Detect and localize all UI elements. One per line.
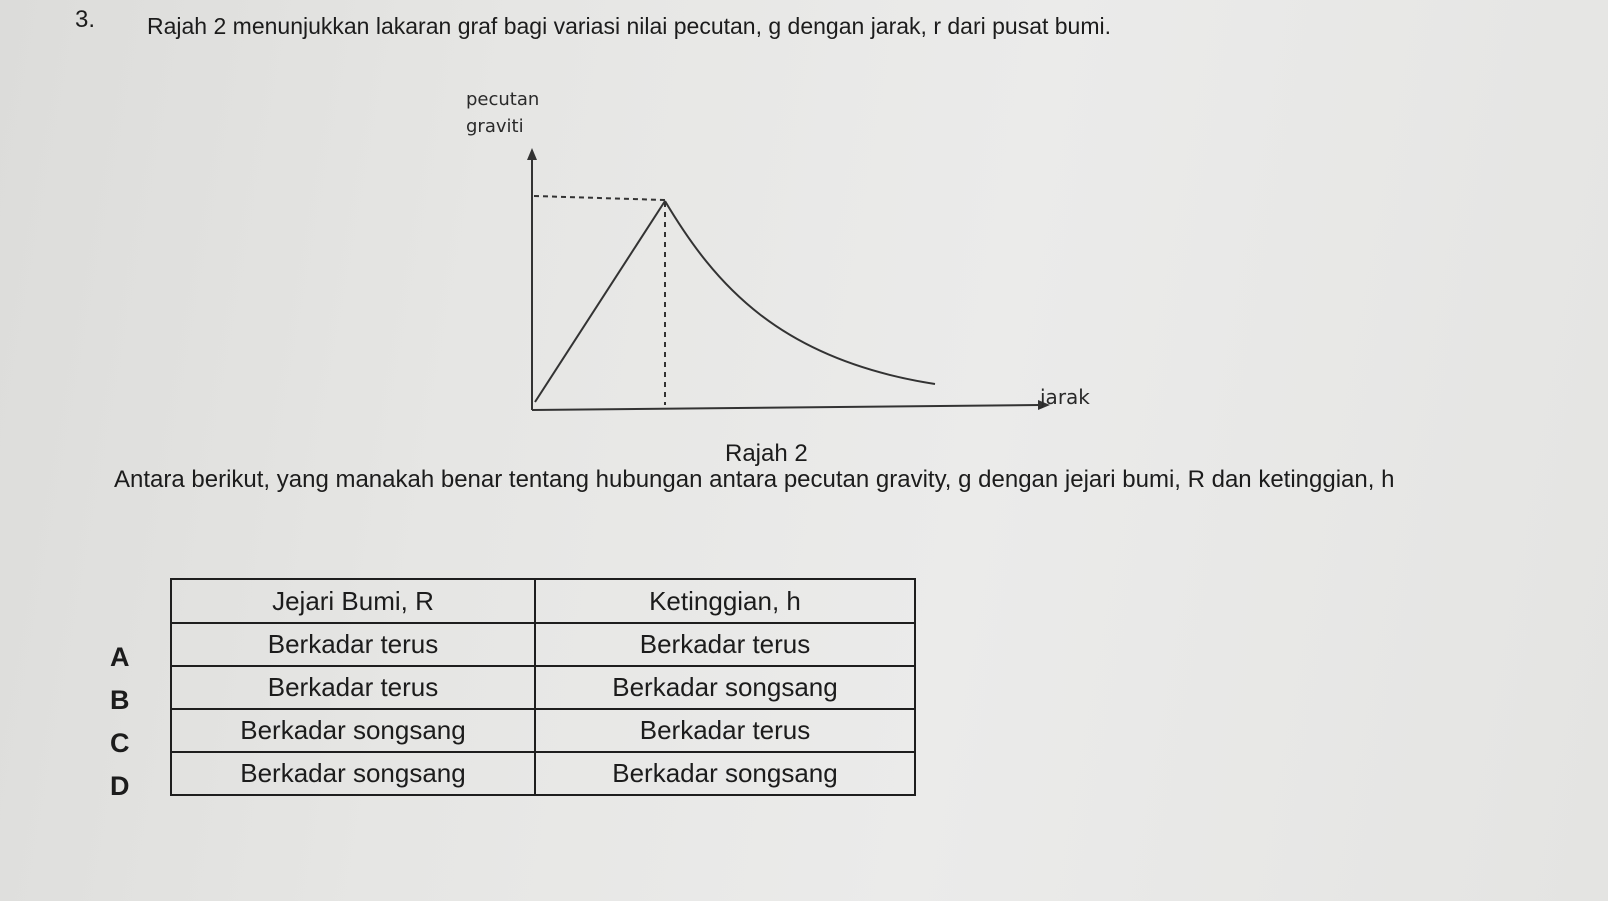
answer-table	[170, 578, 916, 796]
cell-height: Berkadar songsang	[535, 752, 915, 795]
option-letter: B	[110, 685, 130, 715]
y-axis-label: pecutan graviti	[466, 89, 540, 137]
figure-caption: Rajah 2	[725, 440, 808, 467]
cell-radius: Berkadar terus	[171, 623, 535, 666]
gravity-graph	[460, 80, 1100, 420]
cell-height: Berkadar songsang	[535, 666, 915, 709]
x-axis	[532, 405, 1040, 410]
option-letter: C	[110, 728, 130, 758]
cell-height: Berkadar terus	[535, 623, 915, 666]
option-letter: A	[110, 642, 130, 672]
question-number: 3.	[75, 6, 96, 33]
graph-figure	[460, 80, 1100, 470]
x-axis-label: jarak	[1040, 385, 1090, 409]
option-letter: D	[110, 771, 130, 801]
table-row	[171, 752, 915, 795]
y-axis-arrow	[527, 148, 537, 160]
table-row	[171, 623, 915, 666]
table-row	[171, 666, 915, 709]
header-radius: Jejari Bumi, R	[171, 579, 535, 623]
cell-radius: Berkadar terus	[171, 666, 535, 709]
table-header-row	[171, 579, 915, 623]
inverse-square-curve	[665, 201, 935, 384]
header-height: Ketinggian, h	[535, 579, 915, 623]
table-row	[171, 709, 915, 752]
linear-segment	[535, 201, 665, 402]
option-letters	[110, 636, 130, 808]
max-dashed-line	[534, 196, 665, 200]
question-stem: Antara berikut, yang manakah benar tentang hubungan antara pecutan gravity, g dengan jejari bumi, R dan ketinggian, h	[114, 466, 1395, 493]
question-text: Rajah 2 menunjukkan lakaran graf bagi variasi nilai pecutan, g dengan jarak, r dari pusat bumi.	[147, 13, 1112, 39]
cell-radius: Berkadar songsang	[171, 752, 535, 795]
cell-radius: Berkadar songsang	[171, 709, 535, 752]
cell-height: Berkadar terus	[535, 709, 915, 752]
